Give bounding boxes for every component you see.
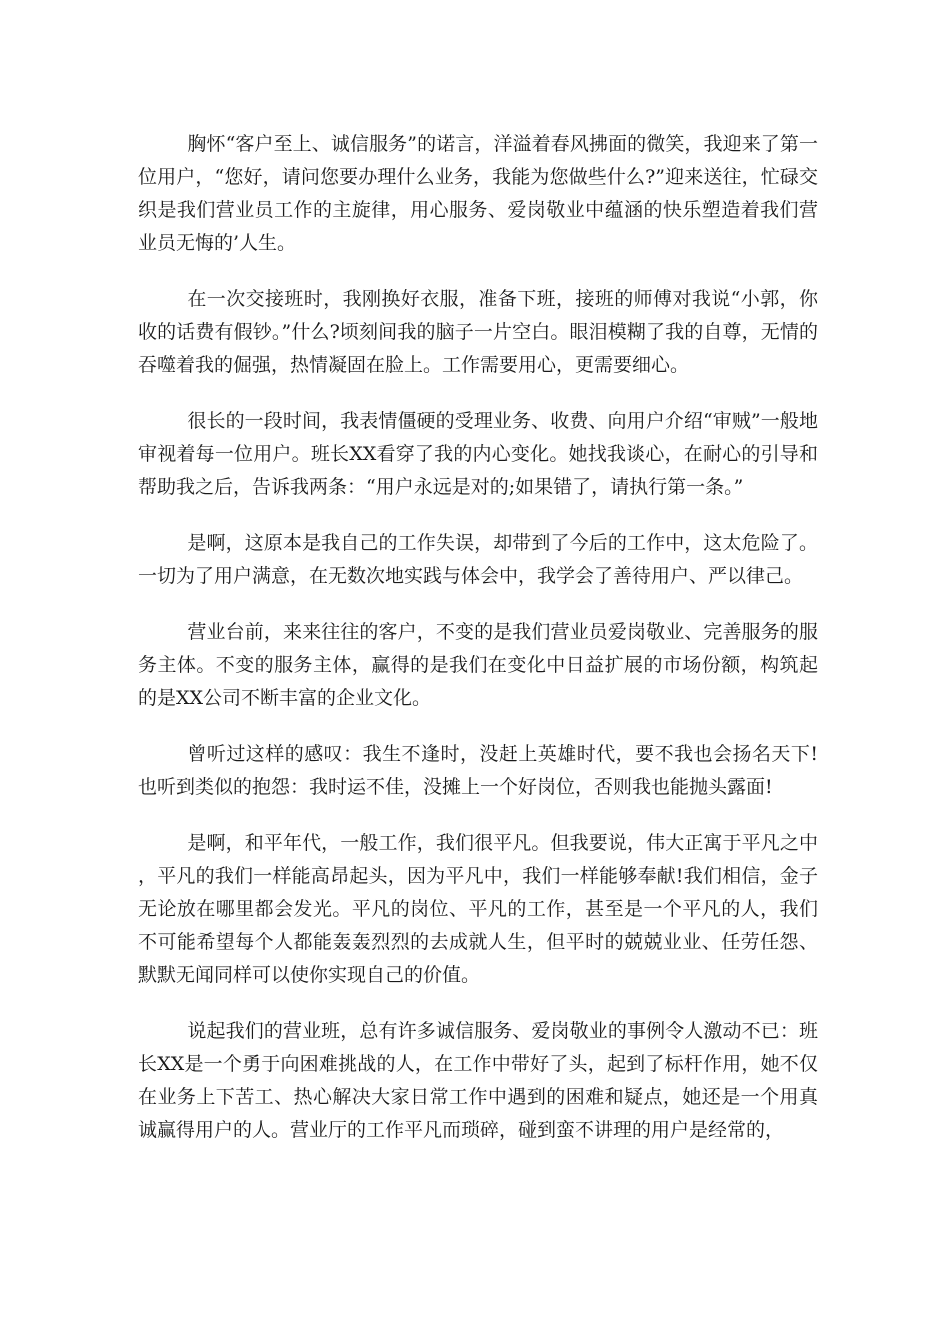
paragraph-5: 营业台前，来来往往的客户，不变的是我们营业员爱岗敬业、完善服务的服务主体。不变的服务主体，赢得的是我们在变化中日益扩展的市场份额，构筑起的是XX公司不断丰富的企业文化。 bbox=[138, 621, 818, 709]
paragraph-3: 很长的一段时间，我表情僵硬的受理业务、收费、向用户介绍“审贼”一般地审视着每一位用户。班长XX看穿了我的内心变化。她找我谈心，在耐心的引导和帮助我之后，告诉我两条：“用户永远是对的;如果错了，请执行第一条。” bbox=[138, 410, 818, 498]
paragraph-2: 在一次交接班时，我刚换好衣服，准备下班，接班的师傅对我说“小郭，你收的话费有假钞。”什么?顷刻间我的脑子一片空白。眼泪模糊了我的自尊，无情的吞噬着我的倔强，热情凝固在脸上。工作需要用心，更需要细心。 bbox=[138, 288, 818, 376]
paragraph-6: 曾听过这样的感叹：我生不逢时，没赶上英雄时代，要不我也会扬名天下!也听到类似的抱怨：我时运不佳，没摊上一个好岗位，否则我也能抛头露面! bbox=[138, 743, 818, 798]
paragraph-8: 说起我们的营业班，总有许多诚信服务、爱岗敬业的事例令人激动不已：班长XX是一个勇于向困难挑战的人，在工作中带好了头，起到了标杆作用，她不仅在业务上下苦工、热心解决大家日常工作中遇到的困难和疑点，她还是一个用真诚赢得用户的人。营业厅的工作平凡而琐碎，碰到蛮不讲理的用户是经常的， bbox=[138, 1020, 818, 1141]
paragraph-7: 是啊，和平年代，一般工作，我们很平凡。但我要说，伟大正寓于平凡之中，平凡的我们一样能高昂起头，因为平凡中，我们一样能够奉献!我们相信，金子无论放在哪里都会发光。平凡的岗位、平凡的工作，甚至是一个平凡的人，我们不可能希望每个人都能轰轰烈烈的去成就人生，但平时的兢兢业业、任劳任怨、默默无闻同样可以使你实现自己的价值。 bbox=[138, 832, 818, 986]
document-page bbox=[138, 128, 818, 1170]
paragraph-4: 是啊，这原本是我自己的工作失误，却带到了今后的工作中，这太危险了。一切为了用户满意，在无数次地实践与体会中，我学会了善待用户、严以律己。 bbox=[138, 532, 818, 587]
paragraph-1: 胸怀“客户至上、诚信服务”的诺言，洋溢着春风拂面的微笑，我迎来了第一位用户，“您好，请问您要办理什么业务，我能为您做些什么?”迎来送往，忙碌交织是我们营业员工作的主旋律，用心服务、爱岗敬业中蕴涵的快乐塑造着我们营业员无悔的’人生。 bbox=[138, 133, 818, 254]
